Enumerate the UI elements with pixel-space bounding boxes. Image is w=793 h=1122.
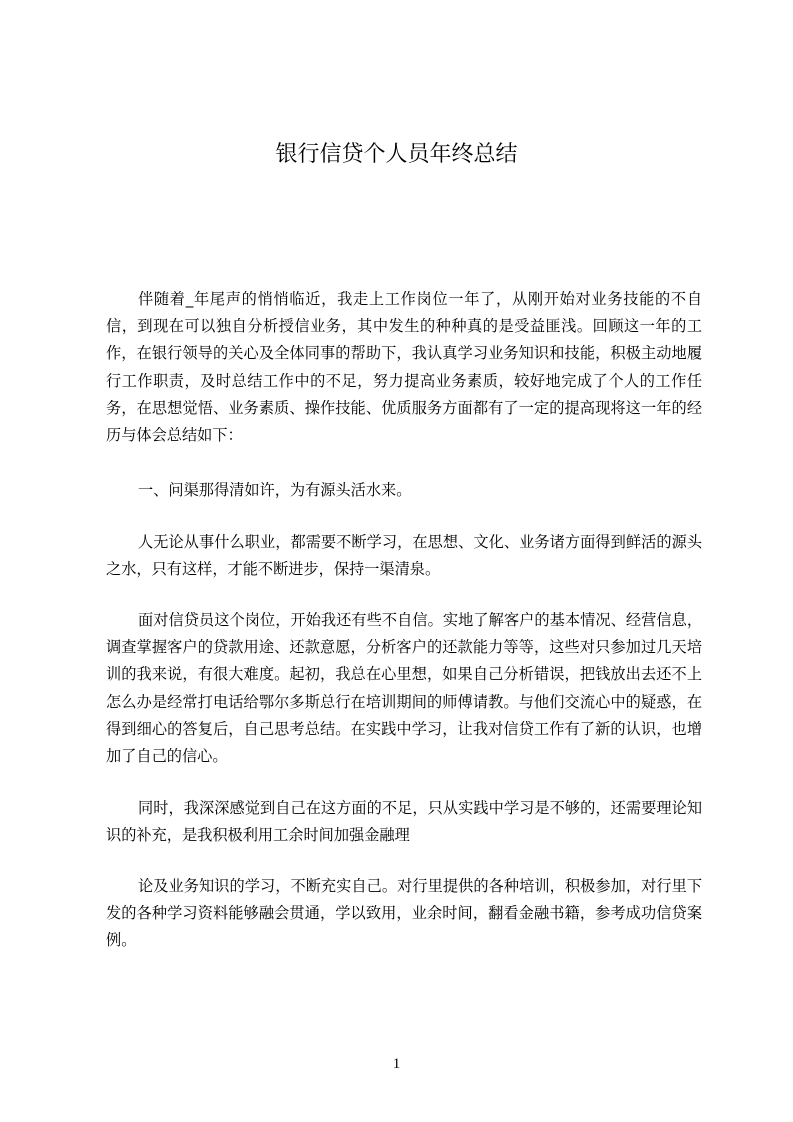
paragraph-intro: 伴随着_年尾声的悄悄临近，我走上工作岗位一年了，从刚开始对业务技能的不自信，到现在可以独自分析授信业务，其中发生的种种真的是受益匪浅。回顾这一年的工作，在银行领导的关心及全体同事的帮助下，我认真学习业务知识和技能，积极主动地履行工作职责，及时总结工作中的不足，努力提高业务素质，较好地完成了个人的工作任务，在思想觉悟、业务素质、操作技能、优质服务方面都有了一定的提高现将这一年的经历与体会总结如下： xyxy=(106,290,702,445)
paragraph-credit-role: 面对信贷员这个岗位，开始我还有些不自信。实地了解客户的基本情况、经营信息，调查掌握客户的贷款用途、还款意愿，分析客户的还款能力等等，这些对只参加过几天培训的我来说，有很大难度。起初，我总在心里想，如果自己分析错误，把钱放出去还不上怎么办是经常打电话给鄂尔多斯总行在培训期间的师傅请教。与他们交流心中的疑惑，在得到细心的答复后，自己思考总结。在实践中学习，让我对信贷工作有了新的认识，也增加了自己的信心。 xyxy=(106,611,702,766)
page-number: 1 xyxy=(392,1056,401,1072)
paragraph-theory-gap: 同时，我深深感觉到自己在这方面的不足，只从实践中学习是不够的，还需要理论知识的补充，是我积极利用工余时间加强金融理 xyxy=(106,799,702,845)
section-heading-1: 一、问渠那得清如许，为有源头活水来。 xyxy=(138,481,412,499)
paragraph-learning: 人无论从事什么职业，都需要不断学习，在思想、文化、业务诸方面得到鲜活的源头之水，只有这样，才能不断进步，保持一渠清泉。 xyxy=(106,533,702,579)
paragraph-study: 论及业务知识的学习，不断充实自己。对行里提供的各种培训，积极参加，对行里下发的各种学习资料能够融会贯通，学以致用，业余时间，翻看金融书籍，参考成功信贷案例。 xyxy=(106,877,702,950)
document-title: 银行信贷个人员年终总结 xyxy=(275,142,518,167)
